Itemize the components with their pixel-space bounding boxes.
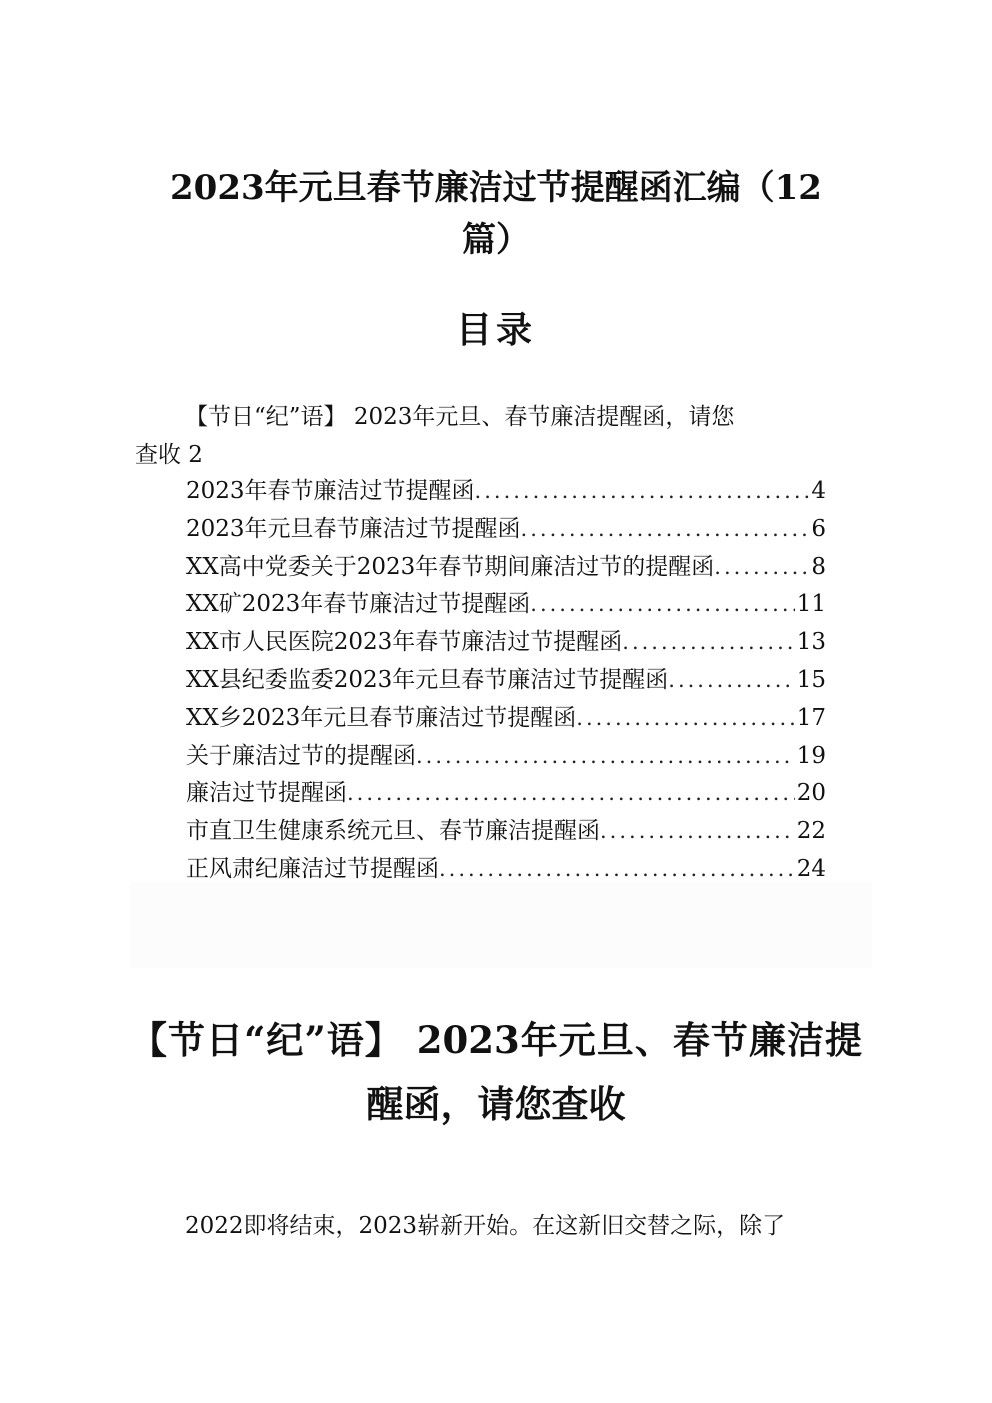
section-title	[130, 1008, 862, 1136]
toc-entry-page: 20	[796, 780, 826, 807]
toc-entry-title: XX县纪委监委2023年元旦春节廉洁过节提醒函	[186, 666, 669, 693]
toc-entry-page: 13	[796, 629, 826, 656]
toc-entry-first-line-1: 【节日“纪”语】 2023年元旦、春节廉洁提醒函，请您	[185, 404, 735, 430]
toc-leader-dots	[416, 738, 795, 776]
toc-entry[interactable]	[186, 700, 826, 738]
toc-entry[interactable]	[186, 586, 826, 624]
toc-entry-page: 8	[811, 553, 826, 580]
toc-entry-page: 15	[796, 666, 826, 693]
title-line-1: 2023年元旦春节廉洁过节提醒函汇编（12	[170, 168, 822, 208]
table-of-contents	[186, 473, 826, 889]
toc-entry[interactable]	[186, 775, 826, 813]
toc-entry-title: XX市人民医院2023年春节廉洁过节提醒函	[186, 629, 623, 656]
toc-entry[interactable]	[186, 511, 826, 549]
toc-entry-title: 廉洁过节提醒函	[186, 780, 347, 807]
toc-entry[interactable]	[186, 624, 826, 662]
toc-entry-page: 22	[796, 818, 826, 845]
toc-entry[interactable]	[186, 813, 826, 851]
toc-leader-dots	[347, 775, 795, 813]
toc-entry-page: 17	[796, 704, 826, 731]
toc-entry[interactable]	[186, 473, 826, 511]
toc-entry-title: XX乡2023年元旦春节廉洁过节提醒函	[186, 704, 577, 731]
toc-entry[interactable]	[186, 738, 826, 776]
toc-leader-dots	[475, 473, 810, 511]
page-break-area	[130, 882, 872, 968]
toc-leader-dots	[714, 549, 809, 587]
toc-entry-title: 正风肃纪廉洁过节提醒函	[186, 855, 439, 882]
toc-entry-first-line-2: 查收 2	[135, 442, 203, 468]
toc-entry-page: 4	[811, 478, 826, 504]
toc-entry[interactable]	[186, 549, 826, 587]
section-title-line-1: 【节日“纪”语】 2023年元旦、春节廉洁提	[130, 1018, 862, 1062]
toc-leader-dots	[600, 813, 795, 851]
body-paragraph: 2022即将结束，2023崭新开始。在这新旧交替之际，除了	[185, 1213, 786, 1239]
toc-heading: 目录	[455, 309, 536, 351]
toc-entry-title: XX矿2023年春节廉洁过节提醒函	[186, 591, 531, 618]
toc-entry[interactable]	[186, 662, 826, 700]
toc-entry-title: XX高中党委关于2023年春节期间廉洁过节的提醒函	[186, 553, 715, 580]
document-title	[0, 162, 992, 266]
toc-entry-title: 市直卫生健康系统元旦、春节廉洁提醒函	[186, 818, 600, 845]
toc-leader-dots	[521, 511, 810, 549]
toc-entry-title: 关于廉洁过节的提醒函	[186, 742, 416, 769]
toc-entry-page: 19	[796, 742, 826, 769]
toc-entry-page: 11	[796, 591, 826, 618]
toc-leader-dots	[668, 662, 794, 700]
toc-leader-dots	[622, 624, 794, 662]
title-line-2: 篇）	[462, 220, 530, 260]
toc-entry-title: 2023年春节廉洁过节提醒函	[186, 478, 475, 504]
toc-leader-dots	[530, 586, 794, 624]
toc-entry-page: 24	[796, 855, 826, 882]
section-title-line-2: 醒函，请您查收	[366, 1082, 626, 1126]
toc-entry-first[interactable]	[135, 398, 871, 474]
toc-entry-title: 2023年元旦春节廉洁过节提醒函	[186, 515, 521, 542]
toc-leader-dots	[576, 700, 794, 738]
toc-entry-page: 6	[811, 515, 826, 542]
